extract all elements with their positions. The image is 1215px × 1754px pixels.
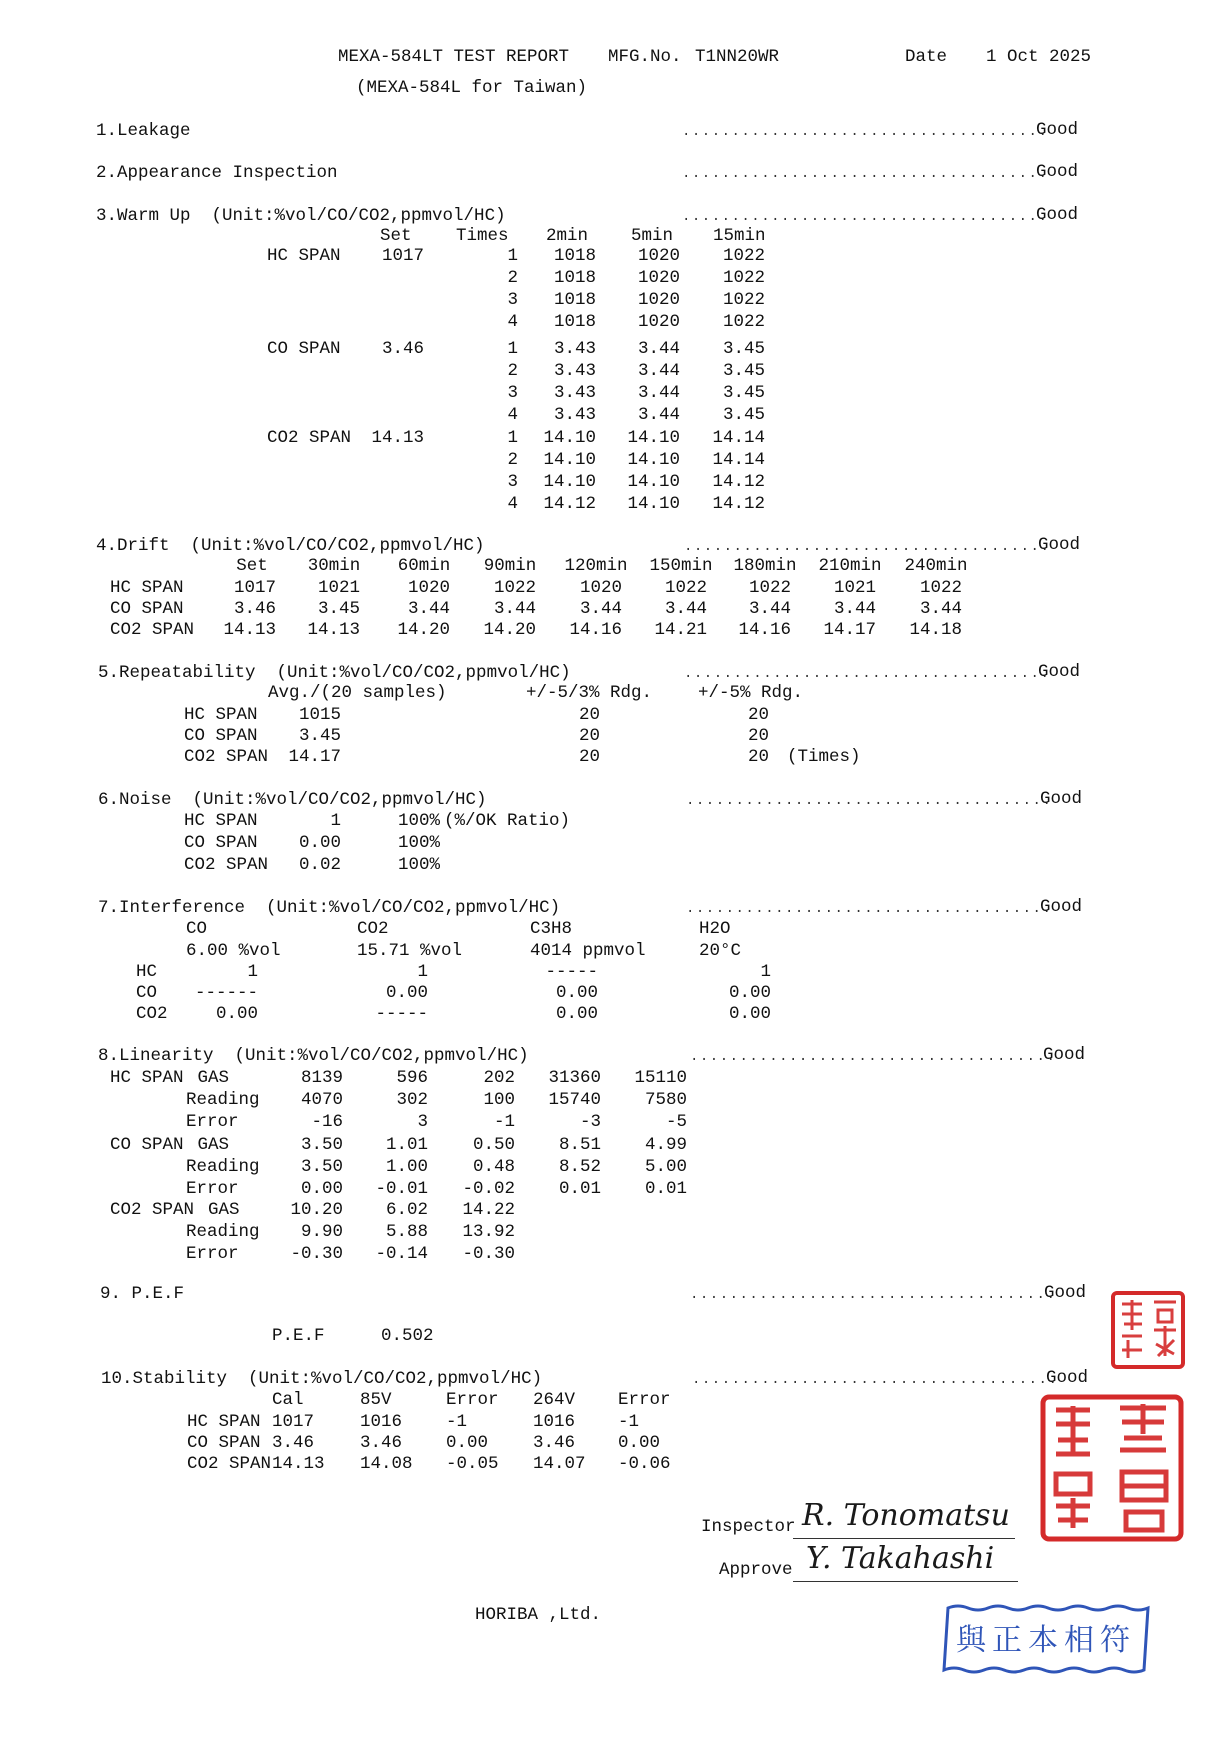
warmup-times: 2 <box>507 450 518 470</box>
result-stability: Good <box>1046 1368 1089 1388</box>
linearity-value: 0.00 <box>300 1179 343 1199</box>
section-title-linearity: 8.Linearity (Unit:%vol/CO/CO2,ppmvol/HC) <box>98 1046 529 1066</box>
dot-leader: ..................................... <box>682 124 1049 140</box>
linearity-row-label: Error <box>186 1179 239 1199</box>
repeat-rdg2-value: 20 <box>747 705 769 725</box>
warmup-5min-value: 1020 <box>637 312 680 332</box>
warmup-times: 1 <box>507 246 518 266</box>
interference-col-conc: 6.00 %vol <box>186 941 281 961</box>
stability-value: 3.46 <box>272 1433 315 1453</box>
section-title-appearance: 2.Appearance Inspection <box>96 163 338 183</box>
stability-gas-name: CO SPAN <box>187 1433 261 1453</box>
interference-value: 1 <box>760 962 771 982</box>
warmup-2min-value: 14.10 <box>543 450 596 470</box>
warmup-5min-value: 3.44 <box>637 383 680 403</box>
warmup-header-2min: 2min <box>546 226 589 246</box>
warmup-times: 2 <box>507 361 518 381</box>
interference-col-gas: H2O <box>699 919 731 939</box>
warmup-set-value: 1017 <box>381 246 424 266</box>
section-title-pef: 9. P.E.F <box>100 1284 185 1304</box>
linearity-value: -0.30 <box>462 1244 515 1264</box>
linearity-value: 15740 <box>548 1090 601 1110</box>
noise-percent: 100% <box>398 811 441 831</box>
warmup-gas-name: CO SPAN <box>267 339 341 359</box>
drift-header: 90min <box>483 556 537 576</box>
drift-value: 1017 <box>233 578 276 598</box>
linearity-value: 3.50 <box>300 1135 343 1155</box>
linearity-value: 0.50 <box>472 1135 515 1155</box>
warmup-2min-value: 3.43 <box>553 361 596 381</box>
linearity-value: 0.01 <box>558 1179 601 1199</box>
drift-value: 1021 <box>833 578 876 598</box>
interference-value: ----- <box>545 962 598 982</box>
drift-value: 3.44 <box>579 599 622 619</box>
warmup-15min-value: 3.45 <box>722 361 765 381</box>
stability-value: 14.08 <box>360 1454 413 1474</box>
stability-header: Error <box>618 1390 671 1410</box>
noise-percent: 100% <box>398 833 441 853</box>
interference-col-gas: CO2 <box>357 919 389 939</box>
inspector-label: Inspector <box>701 1517 796 1537</box>
linearity-value: 8.52 <box>558 1157 601 1177</box>
section-title-noise: 6.Noise (Unit:%vol/CO/CO2,ppmvol/HC) <box>98 790 487 810</box>
drift-value: 1022 <box>919 578 962 598</box>
stability-value: 0.00 <box>618 1433 661 1453</box>
stability-value: 1016 <box>360 1412 403 1432</box>
section-title-stability: 10.Stability (Unit:%vol/CO/CO2,ppmvol/HC) <box>101 1369 543 1389</box>
stability-value: 14.13 <box>272 1454 325 1474</box>
warmup-5min-value: 1020 <box>637 290 680 310</box>
dot-leader: ..................................... <box>684 666 1051 682</box>
warmup-header-15min: 15min <box>713 226 766 246</box>
ratio-note: (%/OK Ratio) <box>444 811 571 831</box>
linearity-value: 0.01 <box>644 1179 687 1199</box>
drift-value: 14.20 <box>483 620 536 640</box>
linearity-value: 0.48 <box>472 1157 515 1177</box>
warmup-times: 3 <box>507 472 518 492</box>
linearity-value: -1 <box>493 1112 515 1132</box>
linearity-row-label: GAS <box>197 1135 230 1155</box>
drift-value: 1022 <box>664 578 707 598</box>
stability-gas-name: HC SPAN <box>187 1412 261 1432</box>
warmup-2min-value: 1018 <box>553 268 596 288</box>
drift-value: 14.16 <box>569 620 622 640</box>
noise-value: 0.00 <box>298 833 341 853</box>
linearity-value: 5.88 <box>385 1222 428 1242</box>
dot-leader: ..................................... <box>686 901 1053 917</box>
report-title: MEXA-584LT TEST REPORT <box>338 47 570 67</box>
linearity-value: -0.30 <box>290 1244 343 1264</box>
interference-value: 1 <box>417 962 428 982</box>
report-subtitle: (MEXA-584L for Taiwan) <box>356 78 588 98</box>
section-title-interference: 7.Interference (Unit:%vol/CO/CO2,ppmvol/HC) <box>98 898 561 918</box>
stability-value: 0.00 <box>446 1433 489 1453</box>
warmup-5min-value: 14.10 <box>627 428 680 448</box>
warmup-times: 4 <box>507 494 518 514</box>
approve-signature-line <box>793 1581 1018 1582</box>
stability-value: -1 <box>618 1412 640 1432</box>
warmup-2min-value: 3.43 <box>553 383 596 403</box>
linearity-row-label: GAS <box>197 1068 230 1088</box>
warmup-15min-value: 3.45 <box>722 339 765 359</box>
linearity-value: -3 <box>579 1112 601 1132</box>
drift-value: 3.45 <box>317 599 360 619</box>
drift-value: 3.44 <box>919 599 962 619</box>
stability-value: 1017 <box>272 1412 315 1432</box>
interference-value: ----- <box>375 1004 428 1024</box>
warmup-times: 1 <box>507 428 518 448</box>
warmup-2min-value: 3.43 <box>553 339 596 359</box>
warmup-times: 3 <box>507 383 518 403</box>
interference-row-name: CO2 <box>136 1004 168 1024</box>
warmup-5min-value: 1020 <box>637 268 680 288</box>
linearity-gas-name: HC SPAN <box>110 1068 184 1088</box>
drift-value: 14.21 <box>654 620 707 640</box>
interference-col-gas: CO <box>186 919 208 939</box>
stability-value: -1 <box>446 1412 468 1432</box>
mfg-number: T1NN20WR <box>695 47 780 67</box>
stability-value: 3.46 <box>533 1433 576 1453</box>
drift-value: 14.13 <box>223 620 276 640</box>
result-repeatability: Good <box>1038 662 1081 682</box>
result-noise: Good <box>1040 789 1083 809</box>
drift-header: 120min <box>564 556 628 576</box>
linearity-value: -16 <box>311 1112 343 1132</box>
repeat-avg-value: 14.17 <box>288 747 341 767</box>
linearity-value: 100 <box>483 1090 515 1110</box>
linearity-row-label: Error <box>186 1112 239 1132</box>
interference-value: 0.00 <box>728 1004 771 1024</box>
pef-label: P.E.F <box>272 1326 325 1346</box>
linearity-value: 302 <box>396 1090 428 1110</box>
red-seal-small-icon <box>1110 1290 1186 1370</box>
blue-stamp-text: 與正本相符 <box>956 1623 1136 1658</box>
warmup-times: 3 <box>507 290 518 310</box>
warmup-5min-value: 14.10 <box>627 450 680 470</box>
drift-value: 3.46 <box>233 599 276 619</box>
linearity-value: 7580 <box>644 1090 687 1110</box>
repeat-gas-name: CO2 SPAN <box>184 747 269 767</box>
linearity-value: 6.02 <box>385 1200 428 1220</box>
noise-value: 1 <box>330 811 341 831</box>
linearity-value: 8139 <box>300 1068 343 1088</box>
repeat-avg-value: 3.45 <box>298 726 341 746</box>
linearity-value: 3 <box>417 1112 428 1132</box>
drift-header: Set <box>236 556 268 576</box>
result-pef: Good <box>1044 1283 1087 1303</box>
drift-gas-name: CO2 SPAN <box>110 620 195 640</box>
linearity-value: 10.20 <box>290 1200 343 1220</box>
interference-value: 0.00 <box>555 983 598 1003</box>
drift-header: 30min <box>307 556 361 576</box>
result-warmup: Good <box>1036 205 1079 225</box>
stability-gas-name: CO2 SPAN <box>187 1454 272 1474</box>
warmup-times: 1 <box>507 339 518 359</box>
warmup-times: 2 <box>507 268 518 288</box>
inspector-signature: R. Tonomatsu <box>802 1498 1010 1533</box>
warmup-15min-value: 1022 <box>722 268 765 288</box>
warmup-15min-value: 3.45 <box>722 405 765 425</box>
drift-value: 14.17 <box>823 620 876 640</box>
dot-leader: ..................................... <box>682 166 1049 182</box>
stability-header: Cal <box>272 1390 304 1410</box>
repeat-header-rdg1: +/-5/3% Rdg. <box>526 683 653 703</box>
warmup-5min-value: 14.10 <box>627 494 680 514</box>
linearity-value: 31360 <box>548 1068 601 1088</box>
section-title-leakage: 1.Leakage <box>96 121 191 141</box>
noise-percent: 100% <box>398 855 441 875</box>
interference-value: ------ <box>194 983 258 1003</box>
company-name: HORIBA ,Ltd. <box>475 1605 602 1625</box>
drift-header: 240min <box>904 556 968 576</box>
warmup-15min-value: 1022 <box>722 290 765 310</box>
section-title-warmup: 3.Warm Up (Unit:%vol/CO/CO2,ppmvol/HC) <box>96 206 506 226</box>
linearity-value: -0.14 <box>375 1244 428 1264</box>
warmup-2min-value: 3.43 <box>553 405 596 425</box>
drift-header: 150min <box>649 556 713 576</box>
result-appearance: Good <box>1036 162 1079 182</box>
drift-value: 1022 <box>748 578 791 598</box>
drift-value: 3.44 <box>664 599 707 619</box>
interference-col-conc: 15.71 %vol <box>357 941 463 961</box>
interference-col-conc: 20°C <box>699 941 742 961</box>
linearity-row-label: Error <box>186 1244 239 1264</box>
linearity-row-label: Reading <box>186 1157 260 1177</box>
approve-signature: Y. Takahashi <box>806 1541 995 1576</box>
stability-header: 264V <box>533 1390 576 1410</box>
linearity-value: 8.51 <box>558 1135 601 1155</box>
warmup-set-value: 14.13 <box>371 428 424 448</box>
dot-leader: ..................................... <box>692 1372 1059 1388</box>
repeat-rdg1-value: 20 <box>578 747 600 767</box>
linearity-value: 5.00 <box>644 1157 687 1177</box>
drift-value: 14.16 <box>738 620 791 640</box>
interference-value: 0.00 <box>555 1004 598 1024</box>
drift-value: 3.44 <box>833 599 876 619</box>
warmup-5min-value: 3.44 <box>637 361 680 381</box>
noise-gas-name: CO SPAN <box>184 833 258 853</box>
warmup-2min-value: 1018 <box>553 246 596 266</box>
warmup-5min-value: 3.44 <box>637 339 680 359</box>
warmup-2min-value: 1018 <box>553 290 596 310</box>
warmup-2min-value: 14.10 <box>543 428 596 448</box>
warmup-header-5min: 5min <box>631 226 674 246</box>
repeat-header-rdg2: +/-5% Rdg. <box>698 683 804 703</box>
stability-header: 85V <box>360 1390 392 1410</box>
linearity-value: 1.00 <box>385 1157 428 1177</box>
approve-label: Approve <box>719 1560 793 1580</box>
result-drift: Good <box>1038 535 1081 555</box>
warmup-5min-value: 1020 <box>637 246 680 266</box>
interference-value: 0.00 <box>385 983 428 1003</box>
warmup-15min-value: 14.12 <box>712 494 765 514</box>
drift-value: 1020 <box>407 578 450 598</box>
drift-value: 1021 <box>317 578 360 598</box>
red-seal-large-icon <box>1040 1394 1184 1542</box>
result-interference: Good <box>1040 897 1083 917</box>
repeat-avg-value: 1015 <box>298 705 341 725</box>
dot-leader: ..................................... <box>682 209 1049 225</box>
result-leakage: Good <box>1036 120 1079 140</box>
drift-value: 14.18 <box>909 620 962 640</box>
stability-value: 1016 <box>533 1412 576 1432</box>
warmup-gas-name: CO2 SPAN <box>267 428 352 448</box>
repeat-rdg2-value: 20 <box>747 726 769 746</box>
report-date: 1 Oct 2025 <box>986 47 1092 67</box>
warmup-15min-value: 14.12 <box>712 472 765 492</box>
inspector-signature-line <box>793 1538 1015 1539</box>
drift-value: 14.20 <box>397 620 450 640</box>
linearity-value: 202 <box>483 1068 515 1088</box>
stability-value: 3.46 <box>360 1433 403 1453</box>
warmup-5min-value: 14.10 <box>627 472 680 492</box>
drift-value: 1020 <box>579 578 622 598</box>
drift-header: 60min <box>397 556 451 576</box>
drift-header: 180min <box>733 556 797 576</box>
linearity-value: -0.02 <box>462 1179 515 1199</box>
repeat-header-avg: Avg./(20 samples) <box>268 683 447 703</box>
repeat-rdg2-value: 20 <box>747 747 769 767</box>
stability-value: 14.07 <box>533 1454 586 1474</box>
warmup-header-times: Times <box>456 226 509 246</box>
warmup-2min-value: 1018 <box>553 312 596 332</box>
drift-value: 1022 <box>493 578 536 598</box>
section-title-repeatability: 5.Repeatability (Unit:%vol/CO/CO2,ppmvol/HC) <box>98 663 571 683</box>
linearity-value: 4.99 <box>644 1135 687 1155</box>
warmup-15min-value: 14.14 <box>712 450 765 470</box>
stability-value: -0.06 <box>618 1454 671 1474</box>
dot-leader: ..................................... <box>684 539 1051 555</box>
blue-certified-stamp-icon <box>940 1600 1152 1678</box>
linearity-gas-name: CO SPAN <box>110 1135 184 1155</box>
warmup-15min-value: 1022 <box>722 312 765 332</box>
linearity-value: 596 <box>396 1068 428 1088</box>
linearity-gas-name: CO2 SPAN <box>110 1200 195 1220</box>
linearity-value: 13.92 <box>462 1222 515 1242</box>
repeat-gas-name: HC SPAN <box>184 705 258 725</box>
interference-col-conc: 4014 ppmvol <box>530 941 646 961</box>
linearity-value: 4070 <box>300 1090 343 1110</box>
drift-value: 3.44 <box>748 599 791 619</box>
warmup-2min-value: 14.10 <box>543 472 596 492</box>
noise-gas-name: CO2 SPAN <box>184 855 269 875</box>
warmup-set-value: 3.46 <box>381 339 424 359</box>
noise-gas-name: HC SPAN <box>184 811 258 831</box>
repeat-rdg1-value: 20 <box>578 726 600 746</box>
drift-value: 3.44 <box>407 599 450 619</box>
interference-value: 0.00 <box>728 983 771 1003</box>
linearity-row-label: GAS <box>208 1200 240 1220</box>
dot-leader: ..................................... <box>690 1287 1057 1303</box>
linearity-row-label: Reading <box>186 1090 260 1110</box>
warmup-15min-value: 1022 <box>722 246 765 266</box>
interference-value: 1 <box>247 962 258 982</box>
warmup-15min-value: 14.14 <box>712 428 765 448</box>
drift-value: 14.13 <box>307 620 360 640</box>
warmup-header-set: Set <box>380 226 412 246</box>
interference-value: 0.00 <box>215 1004 258 1024</box>
warmup-5min-value: 3.44 <box>637 405 680 425</box>
linearity-value: -5 <box>665 1112 687 1132</box>
linearity-row-label: Reading <box>186 1222 260 1242</box>
linearity-value: 14.22 <box>462 1200 515 1220</box>
warmup-times: 4 <box>507 405 518 425</box>
warmup-gas-name: HC SPAN <box>267 246 341 266</box>
linearity-value: -0.01 <box>375 1179 428 1199</box>
pef-value: 0.502 <box>381 1326 434 1346</box>
date-label: Date <box>905 47 948 67</box>
interference-row-name: CO <box>136 983 158 1003</box>
repeat-gas-name: CO SPAN <box>184 726 258 746</box>
noise-value: 0.02 <box>298 855 341 875</box>
warmup-15min-value: 3.45 <box>722 383 765 403</box>
dot-leader: ..................................... <box>686 793 1053 809</box>
drift-value: 3.44 <box>493 599 536 619</box>
stability-value: -0.05 <box>446 1454 499 1474</box>
warmup-2min-value: 14.12 <box>543 494 596 514</box>
warmup-times: 4 <box>507 312 518 332</box>
drift-gas-name: HC SPAN <box>110 578 184 598</box>
drift-gas-name: CO SPAN <box>110 599 184 619</box>
interference-row-name: HC <box>136 962 158 982</box>
repeat-rdg1-value: 20 <box>578 705 600 725</box>
linearity-value: 1.01 <box>385 1135 428 1155</box>
section-title-drift: 4.Drift (Unit:%vol/CO/CO2,ppmvol/HC) <box>96 536 485 556</box>
times-note: (Times) <box>787 747 861 767</box>
mfg-label: MFG.No. <box>608 47 682 67</box>
linearity-value: 3.50 <box>300 1157 343 1177</box>
stability-header: Error <box>446 1390 499 1410</box>
result-linearity: Good <box>1043 1045 1086 1065</box>
interference-col-gas: C3H8 <box>530 919 573 939</box>
drift-header: 210min <box>818 556 882 576</box>
dot-leader: ..................................... <box>690 1049 1057 1065</box>
linearity-value: 9.90 <box>300 1222 343 1242</box>
linearity-value: 15110 <box>634 1068 687 1088</box>
